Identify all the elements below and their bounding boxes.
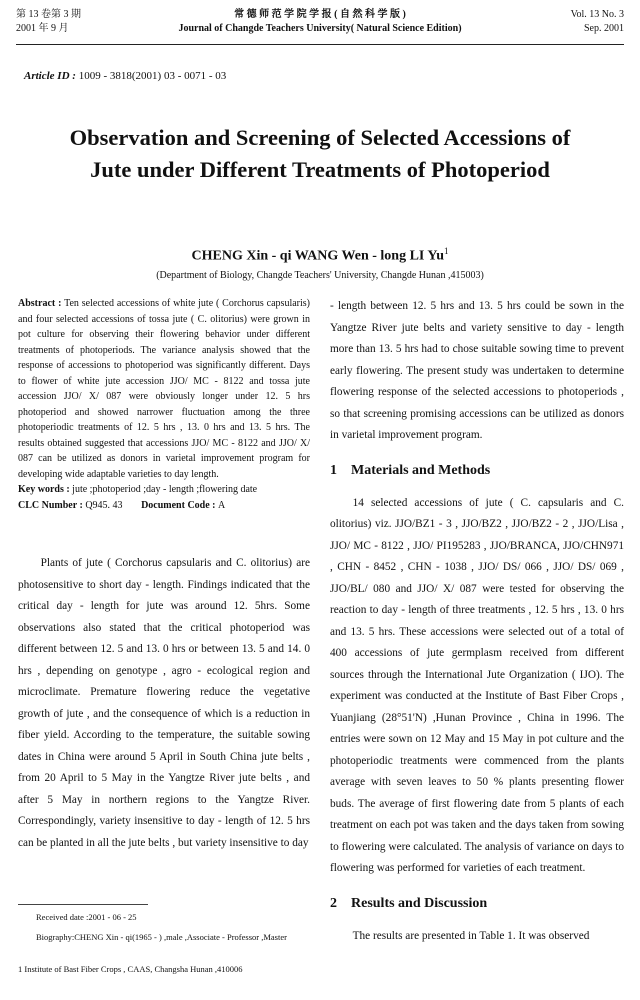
volume-issue-cn: 第 13 卷第 3 期: [16, 9, 81, 20]
article-id-value: 1009 - 3818(2001) 03 - 0071 - 03: [78, 70, 227, 82]
clc-label: CLC Number :: [18, 499, 83, 511]
keywords-label: Key words :: [18, 484, 70, 495]
running-header: [16, 8, 624, 48]
footnote-institute: 1 Institute of Bast Fiber Crops , CAAS, Changsha Hunan ,410006: [18, 964, 243, 974]
abstract-text: Ten selected accessions of white jute ( Corchorus capsularis) and four selected accessions of tossa jute ( C. olitorius) were grown in pot culture for observing their flowering behavior under different treatments of photoperiods. The variance analysis showed that the response of accessions to photoperiod was significantly different. Days to flower of white jute accession JJO/ MC - 8122 and tossa jute accession JJO/ X/ 087 were obviously longer under 12. 5 hrs photoperiod and showed narrower fluctuation among the three photoperiodic treatments of 12. 5 hrs , 13. 0 hrs and 13. 5 hrs. The results obtained suggested that accessions JJO/ MC - 8122 and JJO/ X/ 087 can be utilized as donors in varietal improvement program for developing wide adaptable varieties to day length.: [18, 298, 310, 480]
date-en: Sep. 2001: [584, 23, 624, 34]
section-title-2: Results and Discussion: [351, 895, 488, 911]
section-number-2: 2: [330, 895, 337, 911]
section-number-1: 1: [330, 462, 337, 478]
abstract: [18, 296, 310, 482]
journal-name-cn: 常 德 师 范 学 院 学 报 ( 自 然 科 学 版 ): [234, 9, 406, 20]
abstract-label: Abstract :: [18, 298, 62, 309]
date-cn: 2001 年 9 月: [16, 23, 69, 34]
clc-value: Q945. 43: [85, 499, 123, 511]
keywords: [18, 482, 310, 498]
doc-code-value: A: [218, 499, 226, 511]
paper-title: Observation and Screening of Selected Accessions of Jute under Different Treatments of Photoperiod: [69, 125, 571, 182]
left-column: [18, 296, 310, 854]
journal-name-en: Journal of Changde Teachers University( Natural Science Edition): [178, 23, 462, 34]
methods-paragraph: 14 selected accessions of jute ( C. capsularis and C. olitorius) viz. JJO/BZ1 - 3 , JJO/BZ2 , JJO/BZ2 - 2 , JJO/Lisa , JJO/ MC - 8122 , JJO/ PI195283 , JJO/BRANCA, JJO/CHN971 , CHN - 8452 , CHN - 1038 , JJO/ DS/ 066 , JJO/ DS/ 069 , JJO/BL/ 080 and JJO/ X/ 087 were tested for observing the reaction to day - length of three treatments , 12. 5 hrs , 13. 0 hrs and 13. 5 hrs. These accessions were selected out of a total of 400 accessions of jute germplasm received from different sources through the International Jute Organization ( IJO). The experiment was conducted at the Institute of Bast Fiber Crops , Yuanjiang (28°51'N) ,Hunan Province , China in 1996. The entries were sown on 12 May and 15 May in pot culture and the photoperiodic treatments were commenced from the plants average with seven leaves to 50 % plants presenting flower buds. The average of first flowering date from 5 plants of each treatment on each pot was taken and the days taken from sowing to flowering were calculated. The analysis of variance on days to flowering was performed for varieties of each treatment.: [330, 496, 624, 874]
continued-paragraph: - length between 12. 5 hrs and 13. 5 hrs could be sown in the Yangtze River jute belts and variety sensitive to day - length more than 13. 5 hrs had to chose suitable sowing time to prevent early flowering. The present study was undertaken to determine flowering response of the selected accessions to photoperiods , so that screening promising accessions can be utilized as donors in varietal improvement program.: [330, 300, 624, 441]
results-paragraph: The results are presented in Table 1. It was observed: [352, 929, 590, 942]
header-rule: [16, 44, 624, 45]
section-title-1: Materials and Methods: [351, 462, 491, 478]
intro-paragraph: Plants of jute ( Corchorus capsularis and C. olitorius) are photosensitive to short day - length. Findings indicated that the critical day - length for jute was around 12. 5hrs. Some observations also stated that the critical photoperiod was different between 12. 5 and 13. 0 hrs or between 13. 5 and 14. 0 hrs , depending on genotype , agro - ecological region and microclimate. Premature flowering reduce the vegetative growth of jute , and the consequence of which is a reduction in fiber yield. According to the temperature, the suitable sowing dates in China were around 5 April in South China jute belts , from 20 April to 5 May in the Yangtze River jute belts , and after 5 May in northern regions to the Yangtze River. Correspondingly, variety insensitive to day - length of 12. 5 hrs can be planted in all the jute belts , but variety insensitive to day: [18, 557, 310, 849]
affiliation: (Department of Biology, Changde Teachers' University, Changde Hunan ,415003): [156, 270, 484, 281]
footnote-rule: [18, 904, 148, 905]
article-id-label: Article ID :: [24, 70, 76, 82]
article-id: [24, 70, 226, 82]
doc-code-label: Document Code :: [141, 499, 216, 511]
authors: [40, 246, 600, 265]
footnote-received: Received date :2001 - 06 - 25: [36, 912, 137, 922]
footnote-biography: Biography:CHENG Xin - qi(1965 - ) ,male ,Associate - Professor ,Master: [36, 932, 287, 942]
author-names: CHENG Xin - qi WANG Wen - long LI Yu: [191, 248, 444, 264]
section-heading-1: [330, 463, 624, 479]
author-sup: 1: [443, 246, 449, 256]
right-column: [330, 296, 624, 947]
keywords-text: jute ;photoperiod ;day - length ;flowering date: [69, 484, 258, 495]
clc-line: [18, 498, 310, 514]
volume-issue-en: Vol. 13 No. 3: [570, 9, 624, 20]
section-heading-2: [330, 896, 624, 912]
